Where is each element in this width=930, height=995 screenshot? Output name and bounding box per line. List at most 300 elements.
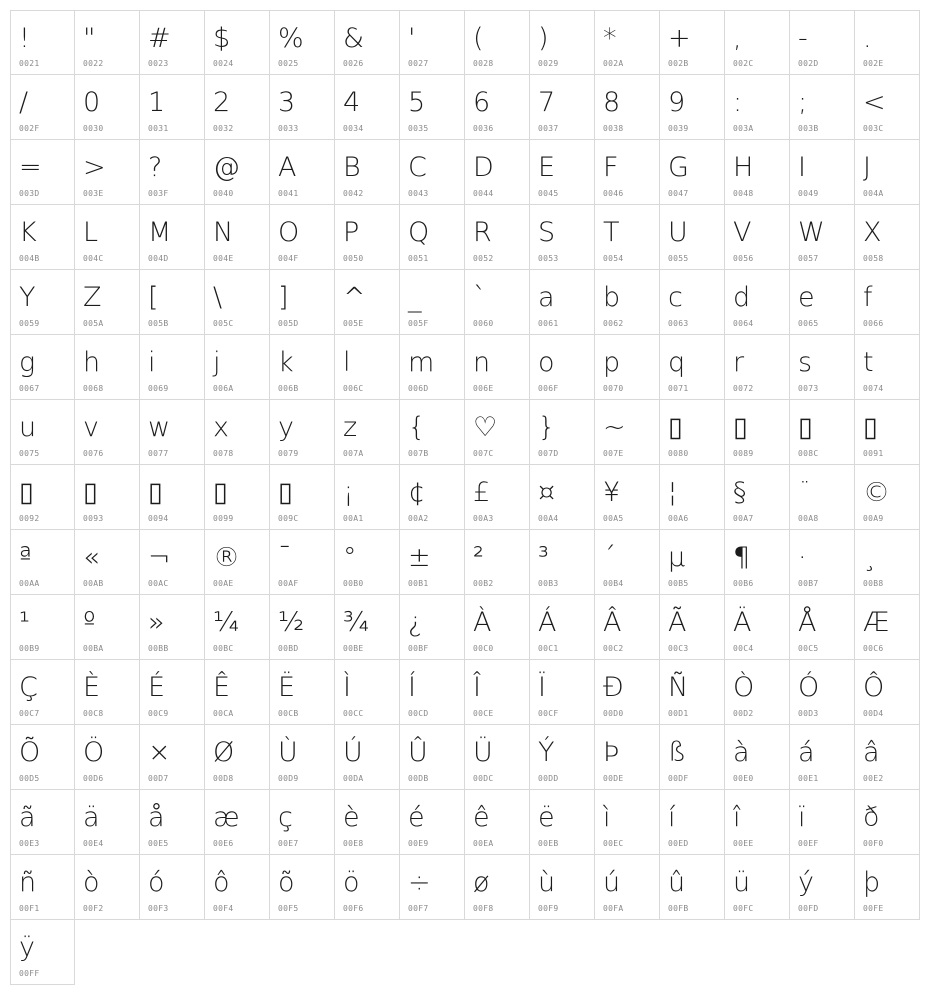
- glyph-cell: [725, 140, 790, 205]
- glyph-code: 0074: [863, 384, 884, 393]
- glyph-cell: [75, 10, 140, 75]
- glyph-cell: [790, 725, 855, 790]
- glyph-code: 0026: [343, 59, 364, 68]
- glyph-code: 00F6: [343, 904, 364, 913]
- glyph-cell: [335, 595, 400, 660]
- glyph-code: 0059: [19, 319, 40, 328]
- glyph-cell: [400, 530, 465, 595]
- glyph-cell: [530, 335, 595, 400]
- glyph-code: 00C1: [538, 644, 559, 653]
- glyph-char: &: [343, 23, 365, 54]
- glyph-code: 0025: [278, 59, 299, 68]
- glyph-cell: [400, 205, 465, 270]
- glyph-char: ÷: [408, 867, 431, 898]
- glyph-char: í: [668, 802, 676, 833]
- glyph-code: 007E: [603, 449, 624, 458]
- glyph-char: ]: [278, 282, 289, 313]
- glyph-cell: [790, 400, 855, 465]
- glyph-char: °: [343, 542, 357, 573]
- glyph-char: Ü: [473, 737, 493, 768]
- glyph-cell: [10, 530, 75, 595]
- glyph-code: 007B: [408, 449, 429, 458]
- glyph-cell: [855, 595, 920, 660]
- glyph-cell: [75, 270, 140, 335]
- glyph-char: Í: [408, 672, 416, 703]
- glyph-char: N: [213, 217, 234, 248]
- glyph-code: 00AF: [278, 579, 299, 588]
- glyph-code: 00E2: [863, 774, 884, 783]
- glyph-cell: [725, 270, 790, 335]
- glyph-cell: [335, 530, 400, 595]
- glyph-code: 0052: [473, 254, 494, 263]
- glyph-char: F: [603, 152, 619, 183]
- glyph-cell: [10, 205, 75, 270]
- glyph-cell: [205, 725, 270, 790]
- glyph-char: n: [473, 347, 491, 378]
- glyph-code: 002A: [603, 59, 624, 68]
- glyph-cell: [140, 335, 205, 400]
- glyph-cell: [725, 725, 790, 790]
- glyph-char: Á: [538, 607, 557, 638]
- glyph-code: 00FC: [733, 904, 754, 913]
- glyph-char: ¢: [408, 477, 426, 508]
- glyph-cell: [660, 400, 725, 465]
- glyph-code: 005C: [213, 319, 234, 328]
- glyph-code: 004A: [863, 189, 884, 198]
- glyph-char: ä: [83, 802, 100, 833]
- glyph-char: P: [343, 217, 360, 248]
- glyph-cell: [335, 140, 400, 205]
- glyph-cell: [855, 75, 920, 140]
- glyph-cell: [790, 205, 855, 270]
- glyph-char: ê: [473, 802, 490, 833]
- glyph-cell: [790, 140, 855, 205]
- glyph-code: 0041: [278, 189, 299, 198]
- glyph-cell: [270, 725, 335, 790]
- glyph-char: ▯: [278, 477, 293, 508]
- glyph-cell: [140, 140, 205, 205]
- glyph-code: 00B1: [408, 579, 429, 588]
- glyph-cell: [595, 75, 660, 140]
- glyph-cell: [75, 790, 140, 855]
- glyph-code: 00C8: [83, 709, 104, 718]
- glyph-code: 00ED: [668, 839, 689, 848]
- glyph-code: 00B6: [733, 579, 754, 588]
- glyph-code: 0036: [473, 124, 494, 133]
- glyph-char: S: [538, 217, 556, 248]
- glyph-cell: [530, 465, 595, 530]
- glyph-char: ß: [668, 737, 687, 768]
- glyph-cell: [335, 855, 400, 920]
- glyph-code: 005A: [83, 319, 104, 328]
- glyph-cell: [270, 75, 335, 140]
- glyph-code: 00F0: [863, 839, 884, 848]
- glyph-char: µ: [668, 542, 686, 573]
- glyph-cell: [400, 10, 465, 75]
- glyph-code: 00CD: [408, 709, 429, 718]
- glyph-char: c: [668, 282, 683, 313]
- glyph-cell: [725, 335, 790, 400]
- glyph-char: ▯: [863, 412, 878, 443]
- glyph-cell: [270, 270, 335, 335]
- glyph-cell: [205, 335, 270, 400]
- glyph-char: â: [863, 737, 880, 768]
- glyph-char: B: [343, 152, 361, 183]
- glyph-cell: [595, 790, 660, 855]
- glyph-code: 005F: [408, 319, 429, 328]
- glyph-cell: [530, 530, 595, 595]
- glyph-code: 0049: [798, 189, 819, 198]
- glyph-char: Ð: [603, 672, 624, 703]
- glyph-cell: [75, 660, 140, 725]
- glyph-cell: [400, 270, 465, 335]
- glyph-code: 00B3: [538, 579, 559, 588]
- glyph-code: 00DF: [668, 774, 689, 783]
- glyph-cell: [855, 465, 920, 530]
- glyph-char: j: [213, 347, 221, 378]
- glyph-cell: [595, 335, 660, 400]
- glyph-code: 0050: [343, 254, 364, 263]
- glyph-char: ▯: [798, 412, 813, 443]
- glyph-cell: [465, 790, 530, 855]
- glyph-code: 00F2: [83, 904, 104, 913]
- glyph-code: 0066: [863, 319, 884, 328]
- glyph-char: L: [83, 217, 99, 248]
- glyph-char: 1: [148, 87, 166, 118]
- glyph-code: 00A9: [863, 514, 884, 523]
- glyph-char: h: [83, 347, 101, 378]
- glyph-code: 00FA: [603, 904, 624, 913]
- glyph-char: ¼: [213, 607, 240, 638]
- glyph-code: 00B8: [863, 579, 884, 588]
- glyph-cell: [855, 400, 920, 465]
- glyph-code: 00D6: [83, 774, 104, 783]
- glyph-char: m: [408, 347, 435, 378]
- glyph-code: 0080: [668, 449, 689, 458]
- glyph-cell: [595, 855, 660, 920]
- glyph-code: 0034: [343, 124, 364, 133]
- glyph-char: W: [798, 217, 825, 248]
- glyph-cell: [140, 595, 205, 660]
- glyph-code: 00E3: [19, 839, 40, 848]
- glyph-code: 0045: [538, 189, 559, 198]
- glyph-char: V: [733, 217, 752, 248]
- glyph-char: ø: [473, 867, 490, 898]
- glyph-char: Ö: [83, 737, 105, 768]
- glyph-cell: [140, 465, 205, 530]
- glyph-code: 00E8: [343, 839, 364, 848]
- glyph-code: 00C5: [798, 644, 819, 653]
- glyph-code: 0024: [213, 59, 234, 68]
- glyph-code: 0021: [19, 59, 40, 68]
- glyph-char: y: [278, 412, 294, 443]
- glyph-cell: [140, 10, 205, 75]
- glyph-code: 00F5: [278, 904, 299, 913]
- glyph-cell: [205, 75, 270, 140]
- glyph-cell: [855, 660, 920, 725]
- glyph-char: e: [798, 282, 815, 313]
- glyph-cell: [140, 270, 205, 335]
- glyph-code: 0042: [343, 189, 364, 198]
- glyph-cell: [595, 270, 660, 335]
- glyph-char: $: [213, 23, 231, 54]
- glyph-code: 0092: [19, 514, 40, 523]
- glyph-code: 00A8: [798, 514, 819, 523]
- glyph-code: 0091: [863, 449, 884, 458]
- glyph-code: 003B: [798, 124, 819, 133]
- glyph-char: ù: [538, 867, 556, 898]
- glyph-char: ì: [603, 802, 611, 833]
- glyph-char: ´: [603, 542, 617, 573]
- glyph-char: (: [473, 23, 484, 54]
- glyph-cell: [660, 530, 725, 595]
- glyph-code: 0030: [83, 124, 104, 133]
- glyph-char: ë: [538, 802, 555, 833]
- glyph-char: ¯: [278, 542, 292, 573]
- glyph-cell: [595, 595, 660, 660]
- glyph-code: 00B0: [343, 579, 364, 588]
- glyph-char: Ï: [538, 672, 546, 703]
- glyph-char: ¿: [408, 607, 423, 638]
- glyph-char: +: [668, 23, 691, 54]
- glyph-code: 0076: [83, 449, 104, 458]
- glyph-code: 0046: [603, 189, 624, 198]
- glyph-char: Å: [798, 607, 817, 638]
- glyph-char: G: [668, 152, 689, 183]
- glyph-char: Ì: [343, 672, 351, 703]
- glyph-cell: [790, 465, 855, 530]
- glyph-code: 00C4: [733, 644, 754, 653]
- glyph-char: ¦: [668, 477, 678, 508]
- glyph-char: z: [343, 412, 358, 443]
- glyph-code: 004F: [278, 254, 299, 263]
- glyph-cell: [660, 595, 725, 660]
- glyph-code: 00DC: [473, 774, 494, 783]
- glyph-char: ©: [863, 477, 890, 508]
- glyph-char: ¸: [863, 542, 877, 573]
- glyph-code: 007A: [343, 449, 364, 458]
- glyph-code: 00F7: [408, 904, 429, 913]
- glyph-cell: [335, 400, 400, 465]
- glyph-code: 0077: [148, 449, 169, 458]
- glyph-code: 003C: [863, 124, 884, 133]
- glyph-char: û: [668, 867, 686, 898]
- glyph-char: ¾: [343, 607, 370, 638]
- glyph-cell: [270, 335, 335, 400]
- glyph-code: 00DD: [538, 774, 559, 783]
- glyph-char: o: [538, 347, 555, 378]
- glyph-char: K: [19, 217, 37, 248]
- glyph-char: Ë: [278, 672, 296, 703]
- glyph-code: 003E: [83, 189, 104, 198]
- glyph-cell: [205, 270, 270, 335]
- glyph-cell: [400, 855, 465, 920]
- glyph-char: U: [668, 217, 688, 248]
- glyph-char: Ä: [733, 607, 752, 638]
- glyph-cell: [400, 660, 465, 725]
- glyph-cell: [790, 75, 855, 140]
- glyph-char: Ã: [668, 607, 687, 638]
- glyph-char: ·: [798, 542, 807, 573]
- glyph-char: è: [343, 802, 360, 833]
- glyph-cell: [725, 465, 790, 530]
- glyph-cell: [270, 400, 335, 465]
- glyph-code: 00E7: [278, 839, 299, 848]
- glyph-code: 00B2: [473, 579, 494, 588]
- glyph-cell: [660, 205, 725, 270]
- glyph-cell: [855, 10, 920, 75]
- glyph-cell: [855, 725, 920, 790]
- glyph-code: 005B: [148, 319, 169, 328]
- glyph-code: 00EE: [733, 839, 754, 848]
- glyph-char: ': [408, 23, 416, 54]
- glyph-code: 002B: [668, 59, 689, 68]
- glyph-code: 002D: [798, 59, 819, 68]
- glyph-cell: [10, 855, 75, 920]
- glyph-cell: [205, 465, 270, 530]
- glyph-code: 0078: [213, 449, 234, 458]
- glyph-char: /: [19, 87, 29, 118]
- glyph-cell: [660, 465, 725, 530]
- glyph-char: 5: [408, 87, 426, 118]
- glyph-char: ð: [863, 802, 880, 833]
- glyph-code: 00D5: [19, 774, 40, 783]
- glyph-code: 00BC: [213, 644, 234, 653]
- glyph-char: M: [148, 217, 172, 248]
- glyph-cell: [465, 855, 530, 920]
- glyph-code: 0040: [213, 189, 234, 198]
- glyph-cell: [10, 140, 75, 205]
- glyph-code: 00EC: [603, 839, 624, 848]
- glyph-char: Y: [19, 282, 36, 313]
- glyph-cell: [530, 270, 595, 335]
- glyph-cell: [790, 855, 855, 920]
- glyph-code: 005D: [278, 319, 299, 328]
- glyph-char: 2: [213, 87, 231, 118]
- glyph-char: É: [148, 672, 166, 703]
- glyph-cell: [790, 335, 855, 400]
- glyph-char: ¥: [603, 477, 621, 508]
- glyph-cell: [335, 725, 400, 790]
- glyph-cell: [790, 660, 855, 725]
- glyph-cell: [205, 790, 270, 855]
- glyph-code: 004B: [19, 254, 40, 263]
- glyph-cell: [530, 855, 595, 920]
- glyph-cell: [465, 660, 530, 725]
- glyph-cell: [725, 10, 790, 75]
- glyph-char: @: [213, 152, 240, 183]
- glyph-char: C: [408, 152, 427, 183]
- glyph-char: b: [603, 282, 621, 313]
- glyph-code: 0079: [278, 449, 299, 458]
- glyph-char: ▯: [19, 477, 34, 508]
- glyph-code: 004D: [148, 254, 169, 263]
- glyph-char: Â: [603, 607, 622, 638]
- glyph-cell: [660, 725, 725, 790]
- glyph-char: O: [278, 217, 300, 248]
- glyph-cell: [10, 270, 75, 335]
- glyph-char: Û: [408, 737, 428, 768]
- glyph-char: £: [473, 477, 491, 508]
- glyph-code: 00FF: [19, 969, 40, 978]
- glyph-code: 0067: [19, 384, 40, 393]
- glyph-code: 008C: [798, 449, 819, 458]
- glyph-char: [: [148, 282, 159, 313]
- glyph-cell: [465, 465, 530, 530]
- glyph-cell: [400, 725, 465, 790]
- glyph-cell: [725, 205, 790, 270]
- glyph-cell: [725, 855, 790, 920]
- glyph-cell: [660, 75, 725, 140]
- glyph-cell: [530, 725, 595, 790]
- glyph-char: î: [733, 802, 741, 833]
- glyph-code: 00CE: [473, 709, 494, 718]
- glyph-code: 00F8: [473, 904, 494, 913]
- glyph-cell: [335, 205, 400, 270]
- glyph-grid: [10, 10, 920, 985]
- glyph-cell: [660, 790, 725, 855]
- glyph-char: ÿ: [19, 932, 35, 963]
- glyph-cell: [790, 270, 855, 335]
- glyph-char: ü: [733, 867, 751, 898]
- glyph-char: i: [148, 347, 156, 378]
- glyph-char: ¤: [538, 477, 556, 508]
- glyph-code: 00BA: [83, 644, 104, 653]
- glyph-cell: [595, 530, 660, 595]
- glyph-char: k: [278, 347, 294, 378]
- glyph-cell: [75, 530, 140, 595]
- glyph-cell: [465, 140, 530, 205]
- glyph-code: 00B5: [668, 579, 689, 588]
- glyph-code: 00AC: [148, 579, 169, 588]
- glyph-char: »: [148, 607, 165, 638]
- glyph-char: f: [863, 282, 873, 313]
- glyph-cell: [465, 400, 530, 465]
- glyph-cell: [725, 660, 790, 725]
- glyph-cell: [205, 140, 270, 205]
- glyph-code: 00BF: [408, 644, 429, 653]
- glyph-code: 00D4: [863, 709, 884, 718]
- glyph-cell: [725, 400, 790, 465]
- glyph-code: 0055: [668, 254, 689, 263]
- glyph-code: 0054: [603, 254, 624, 263]
- glyph-code: 0072: [733, 384, 754, 393]
- glyph-char: ª: [19, 542, 32, 573]
- glyph-cell: [140, 660, 205, 725]
- glyph-cell: [595, 660, 660, 725]
- glyph-cell: [205, 855, 270, 920]
- glyph-cell: [465, 725, 530, 790]
- glyph-code: 00FE: [863, 904, 884, 913]
- glyph-code: 00F3: [148, 904, 169, 913]
- glyph-char: Ñ: [668, 672, 689, 703]
- glyph-code: 00A3: [473, 514, 494, 523]
- glyph-cell: [530, 205, 595, 270]
- glyph-char: w: [148, 412, 171, 443]
- glyph-char: }: [538, 412, 556, 443]
- glyph-char: \: [213, 282, 223, 313]
- glyph-code: 00D9: [278, 774, 299, 783]
- glyph-char: «: [83, 542, 100, 573]
- glyph-cell: [660, 335, 725, 400]
- glyph-char: ▯: [668, 412, 683, 443]
- glyph-char: .: [863, 23, 872, 54]
- glyph-cell: [725, 75, 790, 140]
- glyph-cell: [855, 790, 920, 855]
- glyph-code: 00E6: [213, 839, 234, 848]
- glyph-char: Ù: [278, 737, 298, 768]
- glyph-cell: [335, 75, 400, 140]
